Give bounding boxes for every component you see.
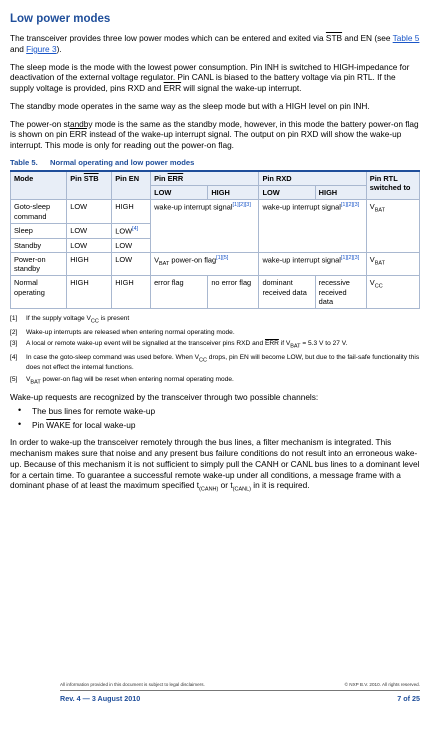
page-footer	[60, 682, 420, 703]
cell-text: V	[154, 255, 159, 265]
intro-text-d: ).	[56, 43, 62, 54]
cell-rtl-vbat	[366, 200, 419, 252]
subheader-rxd-low: LOW	[259, 186, 315, 200]
cell-text: V	[369, 202, 375, 212]
cell-text: LOW	[115, 226, 133, 236]
cell-text: wake-up interrupt signal	[262, 255, 341, 265]
subscript: CC	[199, 356, 207, 363]
section-heading: Low power modes	[10, 13, 111, 25]
poweron-text: The power-on standby mode is the same as the standby mode, however, in this mode the battery power-on flag is shown on pin	[10, 118, 419, 140]
cell-en: LOW	[112, 238, 151, 252]
table5-link[interactable]: Table 5	[392, 32, 420, 43]
cell-en	[112, 223, 151, 238]
intro-paragraph	[10, 33, 420, 55]
table-row	[11, 200, 420, 224]
cell-text: power-on flag	[169, 255, 217, 265]
cell-err-poweron	[151, 252, 259, 276]
cell-stb: LOW	[67, 223, 112, 238]
cell-en: HIGH	[112, 200, 151, 224]
poweron-standby-paragraph	[10, 119, 420, 151]
table-note	[10, 340, 420, 350]
cell-text: V	[369, 254, 375, 264]
note-number: [1]	[10, 315, 18, 323]
cell-rtl-vbat	[366, 252, 419, 276]
note-number: [5]	[10, 375, 18, 383]
cell-en: HIGH	[112, 276, 151, 309]
bullet-item	[18, 406, 420, 417]
bullet-item	[18, 420, 420, 431]
cell-en: LOW	[112, 252, 151, 276]
subscript: (CANH)	[199, 487, 219, 494]
subscript: CC	[374, 283, 383, 290]
note-text-part: In case the goto-sleep command was used before. When V	[26, 353, 199, 361]
sleep-mode-paragraph	[10, 62, 420, 94]
note-text	[26, 315, 129, 325]
poweron-text-b: instead of the wake-up interrupt signal. The output on pin RXD will show the wake-up interrupt. This mode is only for reading out the power-on flag.	[10, 129, 402, 151]
note-text-part: = 5.3 V to 27 V.	[300, 340, 348, 348]
header-pin-en: Pin EN	[112, 171, 151, 200]
subscript: BAT	[290, 343, 301, 350]
wakeup-intro-paragraph: Wake-up requests are recognized by the transceiver through two possible channels:	[10, 391, 319, 402]
header-mode: Mode	[11, 171, 67, 200]
cell-rxd-low: dominant received data	[259, 276, 315, 309]
header-text: Pin	[154, 173, 168, 183]
footnote-ref[interactable]: [4]	[132, 225, 139, 232]
bullet-icon: •	[18, 404, 22, 415]
footer-disclaimer: All information provided in this document is subject to legal disclaimers.	[60, 682, 205, 687]
intro-text-b: and EN (see	[342, 32, 393, 43]
footer-page-number: 7 of 25	[397, 693, 420, 703]
subscript: BAT	[159, 260, 170, 267]
cell-rxd-wakeup	[259, 252, 366, 276]
header-pin-err	[151, 171, 259, 186]
note-number: [3]	[10, 340, 18, 348]
err-pin-label: $\overline{ERR}$	[163, 83, 182, 94]
note-text-part: If the supply voltage V	[26, 315, 91, 323]
note-text	[26, 354, 420, 373]
header-pin-rtl: Pin RTL switched to	[366, 171, 419, 200]
note-number: [4]	[10, 353, 18, 361]
table-note	[10, 329, 420, 338]
bullet-text-part: Pin	[32, 419, 47, 430]
note-text-part: V	[26, 375, 31, 383]
note-text	[26, 340, 347, 350]
cell-text: wake-up interrupt signal	[154, 202, 233, 212]
cell-mode: Sleep	[11, 223, 67, 238]
cell-stb: HIGH	[67, 252, 112, 276]
subscript: BAT	[374, 260, 386, 267]
final-text: In order to wake-up the transceiver remotely through the bus lines, a filter mechanism is integrated. This mechanism makes sure that noise and any present bus failure conditions do not result into an erroneous wake-up. Because of this mechanism it is not sufficient to simply pull the CANH or CANL bus lines to a dominant level for a certain time. To guarantee a successful remote wake-up under all conditions, a message frame with a dominant phase of at least the maximum specified t	[10, 437, 420, 491]
table-notes	[10, 315, 420, 386]
cell-rxd-wakeup	[259, 200, 366, 252]
subheader-err-low: LOW	[151, 186, 208, 200]
subheader-err-high: HIGH	[208, 186, 259, 200]
table-caption	[10, 158, 420, 168]
bullet-text-part: for local wake-up	[70, 419, 136, 430]
bullet-text	[32, 420, 135, 431]
cell-mode: Standby	[11, 238, 67, 252]
bullet-icon: •	[18, 418, 22, 429]
err-pin-label: $\overline{ERR}$	[167, 173, 184, 183]
cell-text: V	[369, 278, 375, 288]
header-text: Pin	[70, 173, 84, 183]
footer-divider	[60, 690, 420, 691]
cell-stb: LOW	[67, 200, 112, 224]
note-number: [2]	[10, 328, 18, 336]
cell-rxd-high: recessive received data	[315, 276, 366, 309]
table-row	[11, 276, 420, 309]
intro-text-c: and	[10, 43, 27, 54]
note-text-part: A local or remote wake-up event will be signalled at the transceiver pins RXD and	[26, 340, 265, 348]
cell-stb: LOW	[67, 238, 112, 252]
footer-copyright: © NXP B.V. 2010. All rights reserved.	[344, 682, 420, 687]
subscript: CC	[90, 318, 99, 325]
final-text-c: in it is required.	[250, 480, 310, 491]
stb-pin-label: $\overline{STB}$	[83, 173, 99, 183]
footnote-ref[interactable]: [1][2][3]	[340, 254, 360, 261]
subheader-rxd-high: HIGH	[315, 186, 366, 200]
err-pin-label: $\overline{ERR}$	[264, 340, 279, 348]
subscript: BAT	[30, 378, 41, 385]
intro-text: The transceiver provides three low power modes which can be entered and exited via	[10, 32, 326, 43]
table-row	[11, 252, 420, 276]
table-note	[10, 315, 420, 325]
note-text-part: if V	[278, 340, 291, 348]
table-title: Normal operating and low power modes	[50, 157, 195, 167]
table-note	[10, 354, 420, 373]
header-pin-rxd: Pin RXD	[259, 171, 366, 186]
sleep-text: The sleep mode is the mode with the lowest power consumption. Pin INH is switched to HIGH-impedance for deactivation of the external voltage regulator. Pin CANL is biased to the battery voltage via pin RTL. If the supply voltage is provided, pins RXD and	[10, 61, 410, 94]
note-text: Wake-up interrupts are released when entering normal operating mode.	[26, 328, 235, 336]
footnote-ref[interactable]: [1][5]	[216, 254, 229, 261]
note-text-part: drops, pin EN will become LOW, but due to the fail-safe functionality this does not effect the internal functions.	[26, 353, 420, 371]
cell-mode: Normal operating	[11, 276, 67, 309]
footer-legal-line	[60, 682, 420, 688]
final-text-b: or t	[218, 480, 233, 491]
note-text-part: power-on flag will be reset when entering normal operating mode.	[40, 375, 234, 383]
footnote-ref[interactable]: [1][2][3]	[232, 202, 251, 209]
modes-table	[10, 170, 420, 309]
footnote-ref[interactable]: [1][2][3]	[340, 202, 360, 209]
header-pin-stb	[67, 171, 112, 200]
stb-pin-label: $\overline{STB}$	[325, 32, 343, 43]
footer-info-line	[60, 694, 420, 703]
figure3-link[interactable]: Figure 3	[26, 43, 57, 54]
table-number: Table 5.	[10, 157, 38, 167]
cell-err-wakeup	[151, 200, 259, 252]
cell-text: wake-up interrupt signal	[262, 202, 341, 212]
cell-mode: Power-on standby	[11, 252, 67, 276]
cell-err-high: no error flag	[208, 276, 259, 309]
subscript: BAT	[374, 207, 386, 214]
note-text-part: is present	[98, 315, 130, 323]
err-pin-label: $\overline{ERR}$	[69, 129, 88, 140]
footer-revision: Rev. 4 — 3 August 2010	[60, 693, 141, 703]
cell-mode: Goto-sleep command	[11, 200, 67, 224]
sleep-text-b: will signal the wake-up interrupt.	[181, 83, 302, 94]
subscript: (CANL)	[232, 487, 251, 494]
table-note	[10, 376, 420, 386]
cell-err-low: error flag	[151, 276, 208, 309]
note-text	[26, 376, 234, 386]
cell-rtl-vcc	[366, 276, 419, 309]
remote-wakeup-paragraph	[10, 437, 420, 494]
cell-stb: HIGH	[67, 276, 112, 309]
wake-pin-label: WAKE	[46, 419, 71, 430]
bullet-text: The bus lines for remote wake-up	[32, 405, 156, 416]
standby-mode-paragraph: The standby mode operates in the same way as the sleep mode but with a HIGH level on pin INH.	[10, 100, 370, 111]
